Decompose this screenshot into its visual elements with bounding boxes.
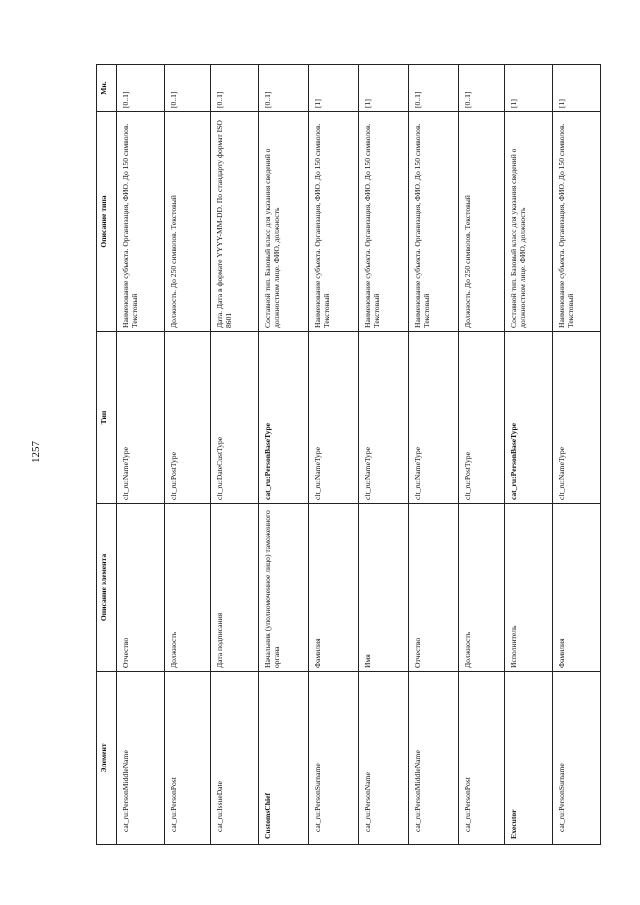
header-type: Тип bbox=[97, 332, 117, 504]
table-row bbox=[553, 65, 601, 845]
cell-multiplicity: [1] bbox=[505, 65, 553, 112]
cell-element-description: Должность bbox=[165, 504, 211, 672]
cell-type: cat_ru:PersonBaseType bbox=[505, 332, 553, 504]
table-row bbox=[165, 65, 211, 845]
cell-type-description: Составной тип. Базовый класс для указания сведений о должностном лице. ФИО, должность bbox=[259, 112, 309, 332]
cell-element: cat_ru:PersonSurname bbox=[553, 672, 601, 845]
cell-type: clt_ru:DateCustType bbox=[211, 332, 259, 504]
table-row bbox=[309, 65, 359, 845]
cell-type-description: Наименование субъекта. Организация, ФИО. До 150 символов. Текстовый bbox=[359, 112, 409, 332]
table-header-row bbox=[97, 65, 117, 845]
cell-multiplicity: [1] bbox=[553, 65, 601, 112]
cell-type: clt_ru:PostType bbox=[165, 332, 211, 504]
cell-type-description: Составной тип. Базовый класс для указания сведений о должностном лице. ФИО, должность bbox=[505, 112, 553, 332]
cell-type: clt_ru:NameType bbox=[409, 332, 459, 504]
cell-element-description: Должность bbox=[459, 504, 505, 672]
header-element-description: Описание элемента bbox=[97, 504, 117, 672]
page-number: 1257 bbox=[30, 441, 42, 463]
cell-type: clt_ru:NameType bbox=[359, 332, 409, 504]
cell-multiplicity: [0..1] bbox=[259, 65, 309, 112]
table-row bbox=[117, 65, 165, 845]
table-body bbox=[117, 65, 601, 845]
cell-type-description: Должность. До 250 символов. Текстовый bbox=[459, 112, 505, 332]
table-row bbox=[259, 65, 309, 845]
cell-element: CustomsChief bbox=[259, 672, 309, 845]
cell-element-description: Фамилия bbox=[309, 504, 359, 672]
cell-element-description: Имя bbox=[359, 504, 409, 672]
cell-element-description: Фамилия bbox=[553, 504, 601, 672]
cell-type-description: Наименование субъекта. Организация, ФИО. До 150 символов. Текстовый bbox=[409, 112, 459, 332]
cell-type-description: Дата. Дата в формате YYYY-MM-DD. По стандарту формат ISO 8601 bbox=[211, 112, 259, 332]
cell-type-description: Должность. До 250 символов. Текстовый bbox=[165, 112, 211, 332]
cell-element: cat_ru:PersonSurname bbox=[309, 672, 359, 845]
cell-multiplicity: [0..1] bbox=[117, 65, 165, 112]
cell-element: cat_ru:PersonPost bbox=[165, 672, 211, 845]
cell-multiplicity: [0..1] bbox=[211, 65, 259, 112]
cell-element: cat_ru:IssueDate bbox=[211, 672, 259, 845]
cell-element: cat_ru:PersonPost bbox=[459, 672, 505, 845]
cell-element-description: Отчество bbox=[409, 504, 459, 672]
header-element: Элемент bbox=[97, 672, 117, 845]
cell-multiplicity: [0..1] bbox=[409, 65, 459, 112]
table-row bbox=[459, 65, 505, 845]
table-row bbox=[505, 65, 553, 845]
header-type-description: Описание типа bbox=[97, 112, 117, 332]
cell-type-description: Наименование субъекта. Организация, ФИО. До 150 символов. Текстовый bbox=[309, 112, 359, 332]
cell-multiplicity: [1] bbox=[309, 65, 359, 112]
rotated-table-container bbox=[96, 65, 576, 845]
cell-multiplicity: [0..1] bbox=[165, 65, 211, 112]
cell-type: clt_ru:NameType bbox=[117, 332, 165, 504]
cell-element-description: Начальник (уполномоченное лицо) таможенного органа bbox=[259, 504, 309, 672]
cell-multiplicity: [0..1] bbox=[459, 65, 505, 112]
cell-element-description: Исполнитель bbox=[505, 504, 553, 672]
cell-element: Executor bbox=[505, 672, 553, 845]
table-row bbox=[211, 65, 259, 845]
table-row bbox=[359, 65, 409, 845]
header-multiplicity: Мн. bbox=[97, 65, 117, 112]
cell-multiplicity: [1] bbox=[359, 65, 409, 112]
cell-element-description: Отчество bbox=[117, 504, 165, 672]
cell-element-description: Дата подписания bbox=[211, 504, 259, 672]
cell-type: clt_ru:NameType bbox=[309, 332, 359, 504]
cell-element: cat_ru:PersonName bbox=[359, 672, 409, 845]
cell-type: clt_ru:NameType bbox=[553, 332, 601, 504]
cell-element: cat_ru:PersonMiddleName bbox=[409, 672, 459, 845]
cell-type-description: Наименование субъекта. Организация, ФИО. До 150 символов. Текстовый bbox=[117, 112, 165, 332]
schema-table bbox=[96, 64, 601, 845]
table-row bbox=[409, 65, 459, 845]
cell-element: cat_ru:PersonMiddleName bbox=[117, 672, 165, 845]
cell-type: clt_ru:PostType bbox=[459, 332, 505, 504]
cell-type: cat_ru:PersonBaseType bbox=[259, 332, 309, 504]
cell-type-description: Наименование субъекта. Организация, ФИО. До 150 символов. Текстовый bbox=[553, 112, 601, 332]
